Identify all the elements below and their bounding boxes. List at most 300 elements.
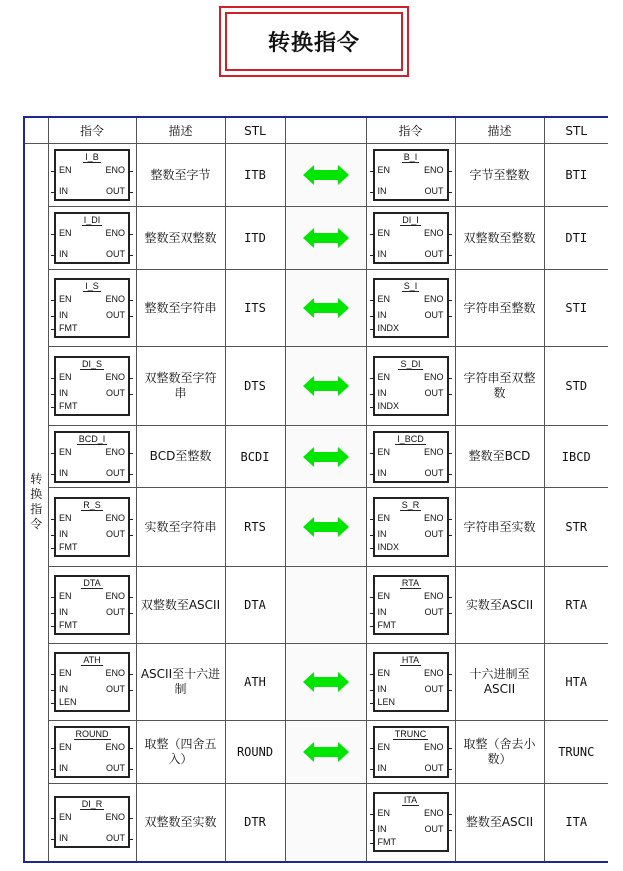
instr-cell-left [48, 270, 136, 347]
instr-cell-right [366, 426, 455, 488]
bidirectional-arrow-icon [303, 741, 349, 763]
pin-eno: ENO [423, 742, 444, 752]
bidirectional-arrow-icon [303, 516, 349, 538]
ladder-block [54, 149, 130, 201]
header-stl-left: STL [225, 117, 285, 144]
wire [51, 316, 55, 317]
stl-cell-left: ITS [225, 270, 285, 347]
pin-en: EN [377, 165, 391, 175]
pin-en: EN [59, 591, 72, 601]
desc-cell-left: 双整数至ASCII [136, 567, 225, 644]
ladder-block [54, 575, 130, 635]
pin-en: EN [59, 742, 72, 752]
wire [448, 597, 452, 598]
wire [129, 597, 133, 598]
pin-out: OUT [424, 824, 444, 835]
wire [370, 300, 374, 301]
pin-out: OUT [424, 684, 444, 694]
stl-cell-left: DTR [225, 784, 285, 862]
stl-cell-left: BCDI [225, 426, 285, 488]
desc-cell-left: 实数至字符串 [136, 488, 225, 567]
wire [448, 535, 452, 536]
stl-cell-right: IBCD [544, 426, 608, 488]
desc-cell-right: 实数至ASCII [455, 567, 544, 644]
pin-eno: ENO [423, 294, 444, 304]
ladder-block [373, 792, 449, 852]
pin-en: EN [59, 228, 72, 238]
instr-cell-left [48, 144, 136, 207]
block-name: ATH [83, 655, 101, 665]
pin-third: FMT [377, 620, 396, 630]
pin-out: OUT [106, 763, 125, 773]
wire [370, 453, 374, 454]
wire [129, 748, 133, 749]
instr-cell-right [366, 270, 455, 347]
wire [129, 535, 133, 536]
pin-third: FMT [59, 620, 78, 630]
pin-in: IN [377, 249, 387, 259]
wire [51, 548, 55, 549]
block-name: I_DI [83, 215, 101, 225]
pin-eno: ENO [423, 228, 444, 238]
wire [370, 748, 374, 749]
pin-eno: ENO [423, 372, 444, 382]
pin-out: OUT [106, 249, 125, 259]
pin-third: FMT [377, 837, 396, 848]
block-name: I_B [85, 152, 99, 162]
wire [448, 453, 452, 454]
ladder-block [373, 575, 449, 635]
wire [51, 474, 55, 475]
pin-out: OUT [424, 388, 444, 398]
wire [129, 234, 133, 235]
pin-eno: ENO [105, 228, 125, 238]
stl-cell-right: RTA [544, 567, 608, 644]
block-name: I_S [85, 281, 99, 291]
block-name: ITA [403, 795, 418, 806]
stl-cell-left: DTA [225, 567, 285, 644]
wire [448, 255, 452, 256]
pin-in: IN [377, 186, 387, 196]
block-name: S_I [403, 281, 418, 291]
ladder-block [373, 149, 449, 201]
stl-cell-right: STR [544, 488, 608, 567]
wire [370, 769, 374, 770]
wire [51, 674, 55, 675]
table-row [24, 567, 608, 644]
wire [370, 394, 374, 395]
instr-cell-left [48, 488, 136, 567]
ladder-block [373, 356, 449, 416]
pin-third: INDX [377, 323, 400, 333]
instr-cell-right [366, 144, 455, 207]
pin-out: OUT [106, 833, 125, 844]
stl-cell-right: ITA [544, 784, 608, 862]
instr-cell-left [48, 426, 136, 488]
stl-cell-left: RTS [225, 488, 285, 567]
pin-out: OUT [424, 763, 444, 773]
desc-cell-right: 十六进制至ASCII [455, 644, 544, 721]
pin-en: EN [59, 165, 72, 175]
wire [51, 453, 55, 454]
desc-cell-left: 整数至字符串 [136, 270, 225, 347]
wire [370, 613, 374, 614]
pin-en: EN [377, 372, 391, 382]
wire [129, 519, 133, 520]
wire [51, 234, 55, 235]
category-char: 换 [30, 487, 43, 502]
wire [51, 192, 55, 193]
desc-cell-left: 整数至字节 [136, 144, 225, 207]
pin-en: EN [377, 294, 391, 304]
block-name: HTA [401, 655, 420, 665]
pin-in: IN [59, 249, 68, 259]
pin-eno: ENO [105, 513, 125, 523]
wire [370, 192, 374, 193]
pin-in: IN [59, 684, 68, 694]
wire [448, 378, 452, 379]
block-name: B_I [403, 152, 418, 162]
wire [370, 597, 374, 598]
pin-eno: ENO [105, 591, 125, 601]
table-row [24, 784, 608, 862]
wire [129, 613, 133, 614]
arrow-cell [285, 784, 366, 862]
pin-out: OUT [424, 529, 444, 539]
wire [370, 690, 374, 691]
arrow-cell [285, 426, 366, 488]
header-arrow [285, 117, 366, 144]
pin-in: IN [377, 467, 387, 478]
arrow-cell [285, 721, 366, 784]
wire [448, 474, 452, 475]
block-name: BCD_I [78, 433, 106, 444]
pin-third: FMT [59, 401, 78, 411]
table-row [24, 207, 608, 270]
stl-cell-left: ITD [225, 207, 285, 270]
pin-in: IN [377, 607, 387, 617]
wire [51, 300, 55, 301]
arrow-cell [285, 270, 366, 347]
category-char: 指 [30, 502, 43, 517]
wire [129, 394, 133, 395]
header-instr-left: 指令 [48, 117, 136, 144]
ladder-block [373, 726, 449, 778]
pin-third: INDX [377, 542, 400, 552]
ladder-block [373, 497, 449, 557]
block-name: S_DI [400, 359, 421, 369]
category-cell [24, 144, 48, 862]
pin-in: IN [59, 186, 68, 196]
stl-cell-right: STD [544, 347, 608, 426]
desc-cell-right: 字节至整数 [455, 144, 544, 207]
instr-cell-right [366, 784, 455, 862]
wire [448, 234, 452, 235]
instr-cell-right [366, 347, 455, 426]
wire [129, 769, 133, 770]
instr-cell-right [366, 721, 455, 784]
block-name: RTA [401, 578, 420, 588]
ladder-block [373, 431, 449, 483]
arrow-cell [285, 144, 366, 207]
wire [448, 748, 452, 749]
header-row [24, 117, 608, 144]
bidirectional-arrow-icon [303, 164, 349, 186]
wire [370, 519, 374, 520]
stl-cell-left: ATH [225, 644, 285, 721]
wire [448, 613, 452, 614]
pin-eno: ENO [423, 513, 444, 523]
wire [51, 703, 55, 704]
block-name: DI_R [81, 799, 103, 810]
pin-eno: ENO [423, 808, 444, 819]
wire [129, 192, 133, 193]
wire [51, 690, 55, 691]
wire [129, 474, 133, 475]
ladder-block [54, 726, 130, 778]
wire [129, 674, 133, 675]
block-name: DTA [83, 578, 101, 588]
wire [370, 703, 374, 704]
pin-out: OUT [106, 467, 125, 478]
wire [129, 300, 133, 301]
pin-in: IN [59, 529, 68, 539]
wire [370, 407, 374, 408]
desc-cell-left: ASCII至十六进制 [136, 644, 225, 721]
pin-eno: ENO [105, 446, 125, 457]
desc-cell-right: 字符串至双整数 [455, 347, 544, 426]
pin-out: OUT [106, 684, 125, 694]
instr-cell-right [366, 207, 455, 270]
wire [51, 394, 55, 395]
instr-cell-left [48, 207, 136, 270]
block-name: TRUNC [394, 729, 427, 739]
ladder-block [54, 431, 130, 483]
wire [448, 316, 452, 317]
wire [51, 769, 55, 770]
header-stl-right: STL [544, 117, 608, 144]
pin-eno: ENO [105, 812, 125, 823]
title-box [219, 6, 409, 77]
wire [370, 329, 374, 330]
table-row [24, 644, 608, 721]
pin-en: EN [59, 812, 72, 823]
table-row [24, 270, 608, 347]
pin-eno: ENO [423, 591, 444, 601]
wire [129, 818, 133, 819]
header-category [24, 117, 48, 144]
desc-cell-left: 取整（四舍五入） [136, 721, 225, 784]
wire [448, 519, 452, 520]
pin-eno: ENO [105, 294, 125, 304]
pin-en: EN [59, 446, 72, 457]
stl-cell-left: ITB [225, 144, 285, 207]
pin-out: OUT [106, 310, 125, 320]
desc-cell-right: 整数至BCD [455, 426, 544, 488]
block-name: I_BCD [397, 433, 424, 444]
category-char: 转 [30, 472, 43, 487]
wire [448, 814, 452, 815]
wire [448, 192, 452, 193]
pin-in: IN [59, 388, 68, 398]
pin-en: EN [59, 372, 72, 382]
desc-cell-right: 字符串至整数 [455, 270, 544, 347]
wire [51, 748, 55, 749]
desc-cell-right: 取整（舍去小数） [455, 721, 544, 784]
pin-out: OUT [106, 607, 125, 617]
block-name: ROUND [75, 729, 109, 739]
pin-en: EN [377, 808, 391, 819]
instr-cell-left [48, 784, 136, 862]
ladder-block [54, 652, 130, 712]
table-row [24, 488, 608, 567]
wire [370, 234, 374, 235]
desc-cell-left: BCD至整数 [136, 426, 225, 488]
pin-en: EN [59, 513, 72, 523]
pin-out: OUT [424, 249, 444, 259]
bidirectional-arrow-icon [303, 671, 349, 693]
wire [51, 535, 55, 536]
pin-third: FMT [59, 323, 78, 333]
pin-in: IN [377, 388, 387, 398]
pin-eno: ENO [105, 742, 125, 752]
wire [370, 548, 374, 549]
arrow-cell [285, 567, 366, 644]
desc-cell-right: 双整数至整数 [455, 207, 544, 270]
wire [370, 255, 374, 256]
desc-cell-left: 双整数至字符串 [136, 347, 225, 426]
instr-cell-left [48, 347, 136, 426]
wire [370, 316, 374, 317]
instr-cell-left [48, 567, 136, 644]
wire [51, 519, 55, 520]
pin-en: EN [377, 742, 391, 752]
conversion-instruction-table [23, 116, 608, 863]
instr-cell-right [366, 488, 455, 567]
wire [51, 626, 55, 627]
wire [448, 690, 452, 691]
arrow-cell [285, 488, 366, 567]
wire [51, 407, 55, 408]
wire [51, 839, 55, 840]
pin-en: EN [377, 668, 391, 678]
wire [51, 255, 55, 256]
desc-cell-right: 整数至ASCII [455, 784, 544, 862]
pin-in: IN [59, 467, 68, 478]
pin-out: OUT [424, 186, 444, 196]
wire [129, 171, 133, 172]
pin-eno: ENO [423, 446, 444, 457]
wire [370, 843, 374, 844]
header-desc-left: 描述 [136, 117, 225, 144]
wire [51, 818, 55, 819]
stl-cell-right: HTA [544, 644, 608, 721]
stl-cell-right: TRUNC [544, 721, 608, 784]
header-instr-right: 指令 [366, 117, 455, 144]
pin-eno: ENO [105, 372, 125, 382]
wire [51, 597, 55, 598]
pin-third: LEN [377, 697, 396, 707]
wire [51, 329, 55, 330]
desc-cell-right: 字符串至实数 [455, 488, 544, 567]
pin-eno: ENO [105, 165, 125, 175]
instr-cell-left [48, 721, 136, 784]
wire [129, 690, 133, 691]
wire [448, 769, 452, 770]
pin-en: EN [59, 668, 72, 678]
wire [129, 316, 133, 317]
pin-en: EN [377, 591, 391, 601]
stl-cell-left: DTS [225, 347, 285, 426]
pin-out: OUT [424, 467, 444, 478]
instr-cell-left [48, 644, 136, 721]
page-title: 转换指令 [267, 31, 360, 56]
pin-out: OUT [106, 388, 125, 398]
wire [129, 378, 133, 379]
wire [370, 814, 374, 815]
pin-in: IN [377, 310, 387, 320]
pin-in: IN [59, 763, 68, 773]
wire [129, 453, 133, 454]
ladder-block [373, 212, 449, 264]
wire [129, 839, 133, 840]
pin-out: OUT [106, 186, 125, 196]
ladder-block [54, 212, 130, 264]
pin-out: OUT [424, 310, 444, 320]
category-char: 令 [30, 517, 43, 532]
wire [370, 474, 374, 475]
instr-cell-right [366, 644, 455, 721]
pin-in: IN [59, 607, 68, 617]
pin-eno: ENO [105, 668, 125, 678]
pin-en: EN [59, 294, 72, 304]
stl-cell-right: BTI [544, 144, 608, 207]
wire [51, 613, 55, 614]
ladder-block [54, 356, 130, 416]
wire [370, 535, 374, 536]
pin-in: IN [59, 310, 68, 320]
desc-cell-left: 双整数至实数 [136, 784, 225, 862]
pin-en: EN [377, 228, 391, 238]
bidirectional-arrow-icon [303, 375, 349, 397]
wire [448, 394, 452, 395]
pin-eno: ENO [423, 165, 444, 175]
block-name: R_S [83, 500, 101, 510]
bidirectional-arrow-icon [303, 227, 349, 249]
ladder-block [54, 796, 130, 848]
table-row [24, 426, 608, 488]
wire [448, 300, 452, 301]
wire [51, 171, 55, 172]
pin-in: IN [377, 824, 387, 835]
bidirectional-arrow-icon [303, 297, 349, 319]
ladder-block [54, 497, 130, 557]
pin-en: EN [377, 513, 391, 523]
table-row [24, 144, 608, 207]
pin-out: OUT [424, 607, 444, 617]
wire [370, 830, 374, 831]
pin-in: IN [59, 833, 68, 844]
table-row [24, 347, 608, 426]
wire [370, 378, 374, 379]
arrow-cell [285, 207, 366, 270]
desc-cell-left: 整数至双整数 [136, 207, 225, 270]
stl-cell-right: DTI [544, 207, 608, 270]
wire [370, 674, 374, 675]
arrow-cell [285, 644, 366, 721]
stl-cell-left: ROUND [225, 721, 285, 784]
wire [370, 626, 374, 627]
